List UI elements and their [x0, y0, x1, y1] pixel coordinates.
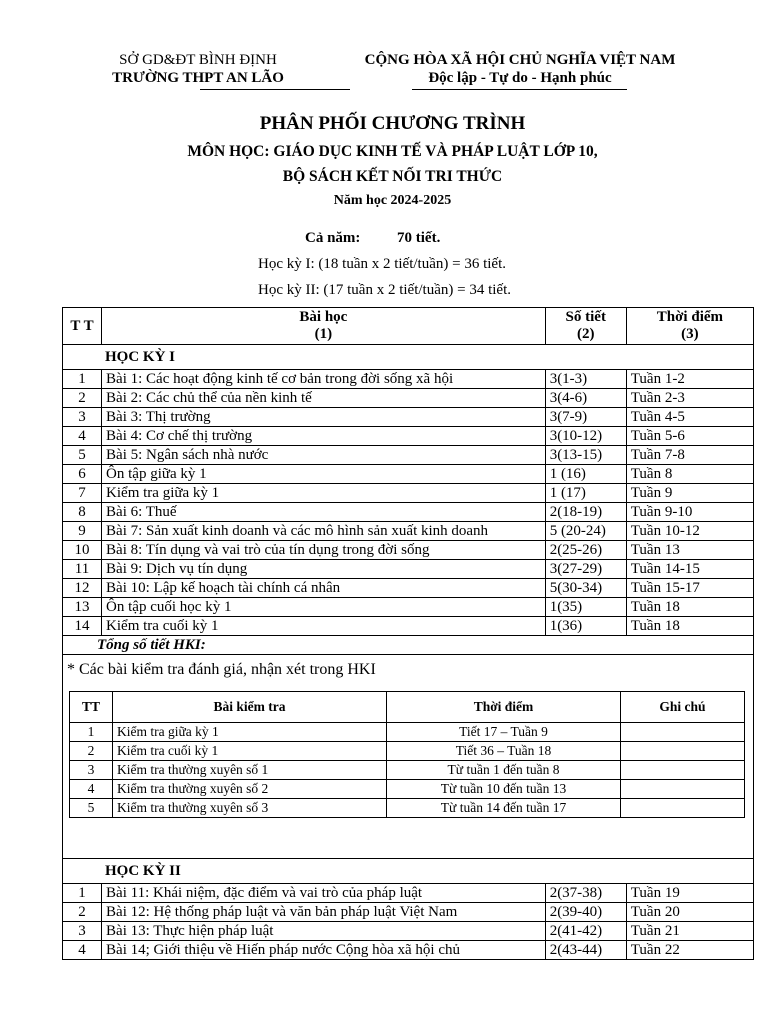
row-thoi-diem: Tuần 18 [626, 598, 753, 617]
row-thoi-diem: Tuần 8 [626, 465, 753, 484]
header-underline [200, 89, 350, 90]
row-tt: 1 [63, 370, 102, 389]
full-year-label: Cả năm: [305, 230, 361, 246]
assessment-header-row [70, 692, 745, 723]
department-name: SỞ GD&ĐT BÌNH ĐỊNH [119, 52, 277, 68]
row-bai-hoc: Bài 8: Tín dụng và vai trò của tín dụng trong đời sống [102, 541, 546, 560]
row-tt: 1 [63, 884, 102, 903]
row-bai-hoc: Bài 2: Các chủ thể của nền kinh tế [102, 389, 546, 408]
semester1-total-row [63, 636, 754, 655]
kt-header-tt: TT [70, 692, 113, 723]
kt-row-bai: Kiểm tra giữa kỳ 1 [113, 723, 387, 742]
row-thoi-diem: Tuần 7-8 [626, 446, 753, 465]
row-thoi-diem: Tuần 15-17 [626, 579, 753, 598]
row-bai-hoc: Bài 10: Lập kế hoạch tài chính cá nhân [102, 579, 546, 598]
full-year-value: 70 tiết. [397, 230, 441, 246]
header-so-tiet: Số tiết (2) [545, 308, 626, 345]
assessment-section-row [63, 655, 754, 859]
table-header-row [63, 308, 754, 345]
row-thoi-diem: Tuần 19 [626, 884, 753, 903]
row-tt: 7 [63, 484, 102, 503]
row-tt: 3 [63, 922, 102, 941]
semester2-heading: HỌC KỲ II [63, 859, 754, 884]
table-row [63, 484, 754, 503]
semester1-heading: HỌC KỲ I [63, 345, 754, 370]
row-bai-hoc: Bài 7: Sản xuất kinh doanh và các mô hình sản xuất kinh doanh [102, 522, 546, 541]
document-title: PHÂN PHỐI CHƯƠNG TRÌNH [259, 113, 526, 134]
semester2-summary: Học kỳ II: (17 tuần x 2 tiết/tuần) = 34 tiết. [258, 282, 511, 298]
table-row [63, 541, 754, 560]
kt-header-thoi-diem: Thời điểm [387, 692, 621, 723]
assessment-row [70, 742, 745, 761]
row-thoi-diem: Tuần 21 [626, 922, 753, 941]
row-bai-hoc: Bài 3: Thị trường [102, 408, 546, 427]
kt-row-ghi-chu [621, 780, 745, 799]
school-header [88, 51, 308, 87]
row-so-tiet: 2(25-26) [545, 541, 626, 560]
row-tt: 4 [63, 427, 102, 446]
row-thoi-diem: Tuần 5-6 [626, 427, 753, 446]
kt-row-tt: 4 [70, 780, 113, 799]
row-so-tiet: 2(18-19) [545, 503, 626, 522]
kt-header-ghi-chu: Ghi chú [621, 692, 745, 723]
row-so-tiet: 5(30-34) [545, 579, 626, 598]
row-so-tiet: 3(27-29) [545, 560, 626, 579]
table-row [63, 903, 754, 922]
kt-row-ghi-chu [621, 723, 745, 742]
full-year-summary [305, 230, 441, 247]
row-bai-hoc: Bài 6: Thuế [102, 503, 546, 522]
row-tt: 12 [63, 579, 102, 598]
table-row [63, 617, 754, 636]
table-row [63, 408, 754, 427]
kt-row-bai: Kiểm tra thường xuyên số 2 [113, 780, 387, 799]
row-so-tiet: 3(7-9) [545, 408, 626, 427]
kt-row-thoi-diem: Tiết 36 – Tuần 18 [387, 742, 621, 761]
row-tt: 8 [63, 503, 102, 522]
row-bai-hoc: Bài 11: Khái niệm, đặc điểm và vai trò của pháp luật [102, 884, 546, 903]
row-tt: 2 [63, 389, 102, 408]
row-tt: 14 [63, 617, 102, 636]
row-thoi-diem: Tuần 1-2 [626, 370, 753, 389]
kt-row-bai: Kiểm tra thường xuyên số 3 [113, 799, 387, 818]
row-thoi-diem: Tuần 22 [626, 941, 753, 960]
kt-row-ghi-chu [621, 799, 745, 818]
table-row [63, 503, 754, 522]
national-header [330, 51, 710, 87]
kt-row-ghi-chu [621, 761, 745, 780]
curriculum-table [62, 307, 754, 960]
row-bai-hoc: Bài 4: Cơ chế thị trường [102, 427, 546, 446]
semester2-heading-row [63, 859, 754, 884]
row-so-tiet: 1(35) [545, 598, 626, 617]
table-row [63, 598, 754, 617]
row-thoi-diem: Tuần 20 [626, 903, 753, 922]
row-so-tiet: 2(37-38) [545, 884, 626, 903]
kt-row-thoi-diem: Từ tuần 14 đến tuần 17 [387, 799, 621, 818]
kt-row-tt: 2 [70, 742, 113, 761]
header-bai-hoc: Bài học (1) [102, 308, 546, 345]
row-bai-hoc: Ôn tập giữa kỳ 1 [102, 465, 546, 484]
row-thoi-diem: Tuần 4-5 [626, 408, 753, 427]
row-so-tiet: 5 (20-24) [545, 522, 626, 541]
header-thoi-diem: Thời điểm (3) [626, 308, 753, 345]
row-tt: 9 [63, 522, 102, 541]
row-tt: 10 [63, 541, 102, 560]
row-so-tiet: 2(41-42) [545, 922, 626, 941]
row-thoi-diem: Tuần 18 [626, 617, 753, 636]
table-row [63, 922, 754, 941]
semester1-heading-row [63, 345, 754, 370]
semester1-summary: Học kỳ I: (18 tuần x 2 tiết/tuần) = 36 tiết. [258, 256, 506, 272]
assessment-row [70, 761, 745, 780]
table-row [63, 446, 754, 465]
assessment-row [70, 799, 745, 818]
row-bai-hoc: Bài 1: Các hoạt động kinh tế cơ bản trong đời sống xã hội [102, 370, 546, 389]
kt-row-bai: Kiểm tra cuối kỳ 1 [113, 742, 387, 761]
national-motto: Độc lập - Tự do - Hạnh phúc [428, 70, 612, 86]
national-title: CỘNG HÒA XÃ HỘI CHỦ NGHĨA VIỆT NAM [364, 52, 676, 68]
row-so-tiet: 3(10-12) [545, 427, 626, 446]
row-bai-hoc: Bài 13: Thực hiện pháp luật [102, 922, 546, 941]
kt-row-thoi-diem: Từ tuần 1 đến tuần 8 [387, 761, 621, 780]
school-name: TRƯỜNG THPT AN LÃO [112, 70, 284, 86]
row-bai-hoc: Bài 14; Giới thiệu về Hiến pháp nước Cộng hòa xã hội chủ [102, 941, 546, 960]
assessment-row [70, 780, 745, 799]
row-bai-hoc: Kiểm tra giữa kỳ 1 [102, 484, 546, 503]
row-so-tiet: 3(13-15) [545, 446, 626, 465]
table-row [63, 522, 754, 541]
row-so-tiet: 1(36) [545, 617, 626, 636]
row-thoi-diem: Tuần 10-12 [626, 522, 753, 541]
row-thoi-diem: Tuần 13 [626, 541, 753, 560]
row-tt: 3 [63, 408, 102, 427]
table-row [63, 884, 754, 903]
table-row [63, 370, 754, 389]
assessment-row [70, 723, 745, 742]
assessment-table [69, 691, 745, 818]
row-so-tiet: 1 (17) [545, 484, 626, 503]
school-year: Năm học 2024-2025 [333, 193, 452, 208]
row-thoi-diem: Tuần 14-15 [626, 560, 753, 579]
row-tt: 5 [63, 446, 102, 465]
kt-row-thoi-diem: Tiết 17 – Tuần 9 [387, 723, 621, 742]
subject-title: MÔN HỌC: GIÁO DỤC KINH TẾ VÀ PHÁP LUẬT LỚP 10, [187, 143, 598, 160]
kt-row-tt: 1 [70, 723, 113, 742]
row-so-tiet: 2(39-40) [545, 903, 626, 922]
table-row [63, 579, 754, 598]
table-row [63, 389, 754, 408]
row-so-tiet: 3(1-3) [545, 370, 626, 389]
row-tt: 13 [63, 598, 102, 617]
row-thoi-diem: Tuần 9 [626, 484, 753, 503]
header-tt: T T [63, 308, 102, 345]
row-tt: 4 [63, 941, 102, 960]
row-thoi-diem: Tuần 2-3 [626, 389, 753, 408]
assessment-section [63, 655, 754, 859]
table-row [63, 465, 754, 484]
row-so-tiet: 1 (16) [545, 465, 626, 484]
kt-row-tt: 5 [70, 799, 113, 818]
row-tt: 11 [63, 560, 102, 579]
table-row [63, 941, 754, 960]
kt-row-ghi-chu [621, 742, 745, 761]
table-row [63, 560, 754, 579]
row-bai-hoc: Bài 5: Ngân sách nhà nước [102, 446, 546, 465]
kt-row-thoi-diem: Từ tuần 10 đến tuần 13 [387, 780, 621, 799]
row-so-tiet: 2(43-44) [545, 941, 626, 960]
book-title: BỘ SÁCH KẾT NỐI TRI THỨC [282, 168, 503, 185]
row-bai-hoc: Kiểm tra cuối kỳ 1 [102, 617, 546, 636]
kt-row-bai: Kiểm tra thường xuyên số 1 [113, 761, 387, 780]
kt-header-bai: Bài kiểm tra [113, 692, 387, 723]
semester1-total-label: Tổng số tiết HKI: [63, 636, 754, 655]
row-bai-hoc: Bài 9: Dịch vụ tín dụng [102, 560, 546, 579]
kt-row-tt: 3 [70, 761, 113, 780]
row-bai-hoc: Bài 12: Hệ thống pháp luật và văn bản pháp luật Việt Nam [102, 903, 546, 922]
motto-underline [412, 89, 627, 90]
table-row [63, 427, 754, 446]
row-thoi-diem: Tuần 9-10 [626, 503, 753, 522]
row-bai-hoc: Ôn tập cuối học kỳ 1 [102, 598, 546, 617]
row-so-tiet: 3(4-6) [545, 389, 626, 408]
assessment-note: * Các bài kiểm tra đánh giá, nhận xét trong HKI [67, 661, 376, 678]
row-tt: 2 [63, 903, 102, 922]
row-tt: 6 [63, 465, 102, 484]
